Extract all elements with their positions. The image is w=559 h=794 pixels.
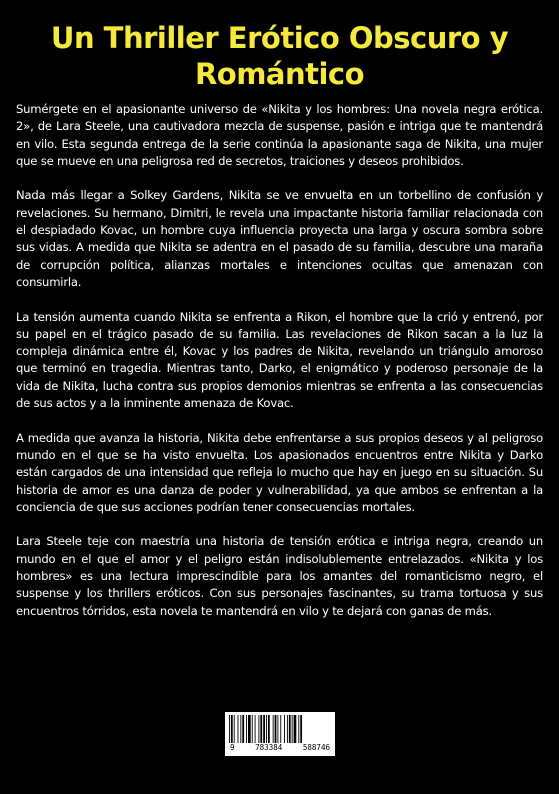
cover-title: Un Thriller Erótico Obscuro y Romántico — [50, 21, 509, 91]
barcode-bar — [289, 715, 291, 743]
barcode-bar — [234, 715, 235, 743]
barcode-bar — [300, 715, 302, 743]
barcode-bar — [292, 715, 293, 743]
barcode-bar — [252, 715, 253, 743]
barcode-bar — [255, 715, 256, 743]
barcode-bar — [287, 715, 288, 743]
barcode-bar — [260, 715, 262, 743]
barcode-bar — [266, 715, 267, 743]
blurb-paragraph-4: A medida que avanza la historia, Nikita debe enfrentarse a sus propios deseos y al peligroso mundo en el que se ha visto envuelta. Los apasionados encuentros entre Nikita y Darko están cargados de una intensidad que refleja lo mucho que hay en juego en su situación. Su historia de amor es una danza de poder y vulnerabilidad, ya que ambos se enfrentan a la conciencia de que sus acciones podrían tener consecuencias mortales. — [16, 430, 543, 514]
blurb-paragraph-2: Nada más llegar a Solkey Gardens, Nikita se ve envuelta en un torbellino de confusión y revelaciones. Su hermano, Dimitri, le revela una impactante historia familiar relacionada con el despiadado Kovac, un hombre cuya influencia proyecta una larga y oscura sombra sobre sus vidas. A medida que Nikita se adentra en el pasado de su familia, descubre una maraña de corrupción política, alianzas mortales e intenciones ocultas que amenazan con consumirla. — [16, 188, 543, 289]
barcode-bar — [268, 715, 270, 743]
blurb-paragraph-1: Sumérgete en el apasionante universo de «Nikita y los hombres: Una novela negra erótica. 2», de Lara Steele, una cautivadora mezcla de suspense, pasión e intriga que te mantendrá en vilo. Esta segunda entrega de la serie continúa la apasionante saga de Nikita, una mujer que se mueve en una peligrosa red de secretos, traiciones y deseos prohibidos. — [16, 102, 543, 168]
barcode-bar — [248, 715, 251, 743]
barcode-bar — [246, 715, 247, 743]
barcode-bar — [277, 715, 278, 743]
blurb-paragraph-5: Lara Steele teje con maestría una historia de tensión erótica e intriga negra, creando un mundo en el que el amor y el peligro están indisolublemente entrelazados. «Nikita y los hombres» es una lectura imprescindible para los amantes del romanticismo negro, el suspense y los thrillers eróticos. Con sus personajes fascinantes, su trama tortuosa y sus encuentros tórridos, esta novela te mantendrá en vilo y te dejará con ganas de más. — [16, 534, 543, 618]
barcode-bar — [294, 715, 297, 743]
barcode-bar — [231, 715, 233, 743]
barcode-bar — [263, 715, 265, 743]
barcode-bar — [258, 715, 259, 743]
barcode-bar — [280, 715, 281, 743]
barcode-bar — [238, 715, 239, 743]
barcode-digit-first: 9 — [230, 743, 235, 752]
barcode-bar — [298, 715, 299, 743]
barcode-bar — [240, 715, 241, 743]
isbn-barcode — [225, 712, 335, 756]
barcode-digits — [228, 743, 332, 752]
barcode-bar — [242, 715, 244, 743]
barcode-bar — [229, 715, 230, 743]
barcode-bar — [273, 715, 274, 743]
barcode-digits-right: 588746 — [302, 743, 330, 752]
barcode-bar — [275, 715, 277, 743]
barcode-digits-left: 783384 — [255, 743, 283, 752]
barcode-bars — [228, 715, 332, 743]
blurb-paragraph-3: La tensión aumenta cuando Nikita se enfrenta a Rikon, el hombre que la crió y entrenó, por su papel en el trágico pasado de su familia. Las revelaciones de Rikon sacan a la luz la compleja dinámica entre él, Kovac y los padres de Nikita, revelando un triángulo amoroso que terminó en tragedia. Mientras tanto, Darko, el enigmático y poderoso personaje de la vida de Nikita, lucha contra sus propios demonios mientras se enfrenta a las consecuencias de sus actos y a la inminente amenaza de Kovac. — [16, 309, 543, 411]
barcode-bar — [284, 715, 285, 743]
blurb — [16, 101, 543, 637]
